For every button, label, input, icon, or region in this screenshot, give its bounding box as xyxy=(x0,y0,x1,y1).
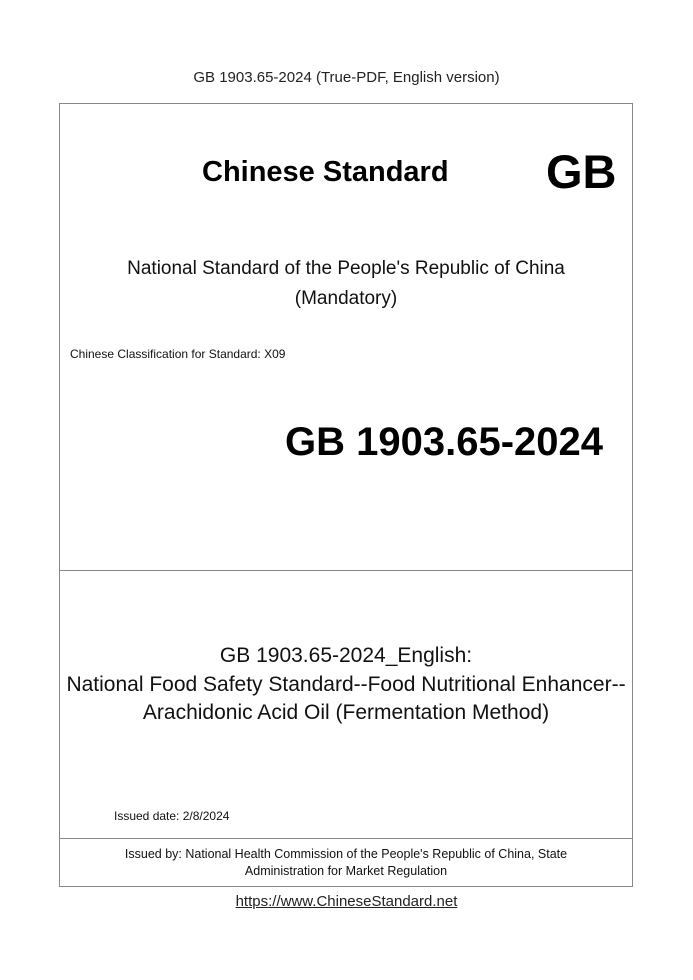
gb-mark: GB xyxy=(546,145,617,198)
issued-by-line-1: Issued by: National Health Commission of the People's Republic of China, State xyxy=(124,847,568,861)
issued-by-line-2: Administration for Market Regulation xyxy=(244,864,448,878)
english-title-line-2: National Food Safety Standard--Food Nutritional Enhancer-- xyxy=(66,673,626,696)
issued-date: Issued date: 2/8/2024 xyxy=(114,809,230,823)
classification-text: Chinese Classification for Standard: X09 xyxy=(70,347,286,361)
standard-number: GB 1903.65-2024 xyxy=(285,420,604,464)
cover-title: Chinese Standard xyxy=(202,156,449,188)
subtitle-line-2: (Mandatory) xyxy=(294,288,398,309)
english-title-line-3: Arachidonic Acid Oil (Fermentation Method) xyxy=(142,701,550,724)
cover-frame xyxy=(59,103,633,887)
issued-by-box xyxy=(60,838,632,886)
cover-upper-section xyxy=(60,104,632,571)
document-header: GB 1903.65-2024 (True-PDF, English version) xyxy=(193,69,500,86)
footer-link[interactable]: https://www.ChineseStandard.net xyxy=(235,893,458,910)
english-title-line-1: GB 1903.65-2024_English: xyxy=(219,644,473,667)
subtitle-line-1: National Standard of the People's Republic of China xyxy=(127,258,565,279)
